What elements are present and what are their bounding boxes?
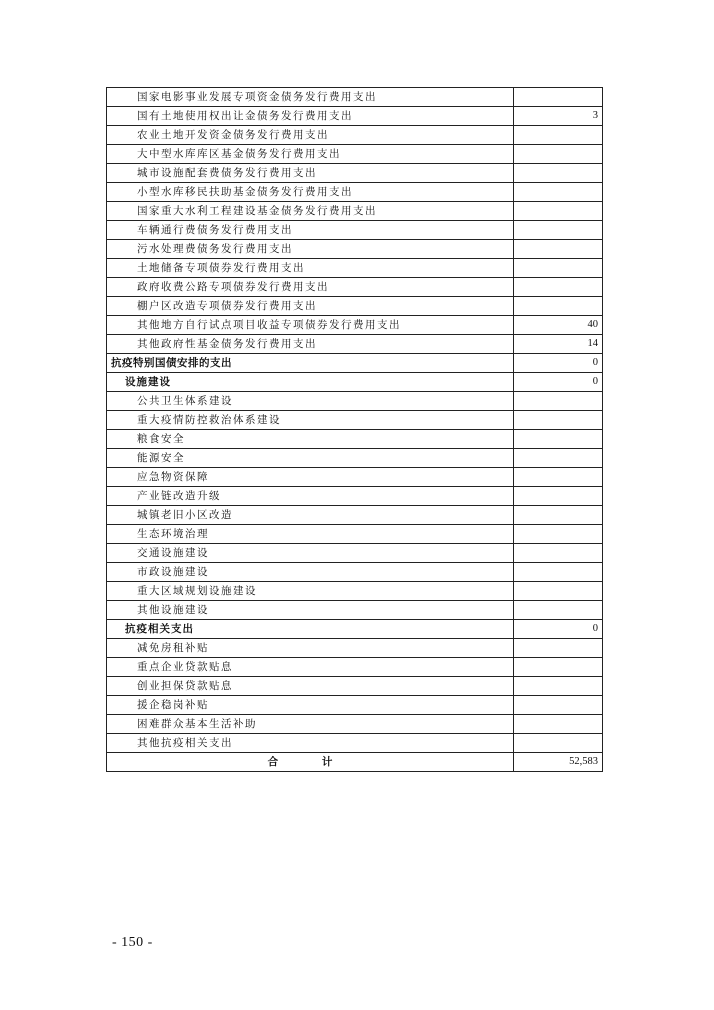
row-name: 其他抗疫相关支出 bbox=[107, 734, 514, 753]
table-row bbox=[107, 126, 603, 145]
table-row bbox=[107, 164, 603, 183]
row-value bbox=[514, 487, 603, 506]
table-row bbox=[107, 259, 603, 278]
row-name: 车辆通行费债务发行费用支出 bbox=[107, 221, 514, 240]
table-row bbox=[107, 240, 603, 259]
expenditure-table bbox=[106, 87, 603, 772]
row-name: 产业链改造升级 bbox=[107, 487, 514, 506]
table-row bbox=[107, 449, 603, 468]
row-name: 困难群众基本生活补助 bbox=[107, 715, 514, 734]
row-value bbox=[514, 392, 603, 411]
row-name: 国家电影事业发展专项资金债务发行费用支出 bbox=[107, 88, 514, 107]
table-row bbox=[107, 734, 603, 753]
table-row bbox=[107, 658, 603, 677]
row-value bbox=[514, 525, 603, 544]
table-row bbox=[107, 145, 603, 164]
page-number: - 150 - bbox=[112, 935, 153, 950]
row-value bbox=[514, 297, 603, 316]
table-row bbox=[107, 202, 603, 221]
table-row bbox=[107, 411, 603, 430]
row-name: 公共卫生体系建设 bbox=[107, 392, 514, 411]
row-value bbox=[514, 278, 603, 297]
table-row bbox=[107, 563, 603, 582]
row-name: 创业担保贷款贴息 bbox=[107, 677, 514, 696]
row-name: 城镇老旧小区改造 bbox=[107, 506, 514, 525]
row-name: 其他政府性基金债务发行费用支出 bbox=[107, 335, 514, 354]
row-value bbox=[514, 544, 603, 563]
row-name: 其他地方自行试点项目收益专项债券发行费用支出 bbox=[107, 316, 514, 335]
row-value bbox=[514, 601, 603, 620]
row-value bbox=[514, 449, 603, 468]
row-value bbox=[514, 202, 603, 221]
row-value: 0 bbox=[514, 373, 603, 392]
row-name: 减免房租补贴 bbox=[107, 639, 514, 658]
table-row bbox=[107, 278, 603, 297]
row-value bbox=[514, 658, 603, 677]
row-name: 城市设施配套费债务发行费用支出 bbox=[107, 164, 514, 183]
table-row bbox=[107, 183, 603, 202]
table-row bbox=[107, 88, 603, 107]
row-value: 40 bbox=[514, 316, 603, 335]
row-name: 棚户区改造专项债券发行费用支出 bbox=[107, 297, 514, 316]
row-value bbox=[514, 88, 603, 107]
table-row bbox=[107, 430, 603, 449]
table-row bbox=[107, 487, 603, 506]
row-name: 政府收费公路专项债券发行费用支出 bbox=[107, 278, 514, 297]
table-row bbox=[107, 601, 603, 620]
row-name: 抗疫相关支出 bbox=[107, 620, 514, 639]
row-value bbox=[514, 506, 603, 525]
row-value bbox=[514, 145, 603, 164]
row-name: 小型水库移民扶助基金债务发行费用支出 bbox=[107, 183, 514, 202]
row-name: 援企稳岗补贴 bbox=[107, 696, 514, 715]
row-name: 大中型水库库区基金债务发行费用支出 bbox=[107, 145, 514, 164]
table-row bbox=[107, 297, 603, 316]
row-value bbox=[514, 696, 603, 715]
row-name: 重大区域规划设施建设 bbox=[107, 582, 514, 601]
row-value bbox=[514, 715, 603, 734]
row-name: 重点企业贷款贴息 bbox=[107, 658, 514, 677]
table-row bbox=[107, 506, 603, 525]
total-label: 合 计 bbox=[107, 753, 514, 772]
row-value bbox=[514, 639, 603, 658]
row-value bbox=[514, 468, 603, 487]
row-name: 土地储备专项债券发行费用支出 bbox=[107, 259, 514, 278]
row-value bbox=[514, 734, 603, 753]
row-value bbox=[514, 411, 603, 430]
row-value bbox=[514, 183, 603, 202]
table-row bbox=[107, 392, 603, 411]
row-name: 抗疫特别国债安排的支出 bbox=[107, 354, 514, 373]
row-name: 能源安全 bbox=[107, 449, 514, 468]
table-row bbox=[107, 696, 603, 715]
table-row bbox=[107, 525, 603, 544]
table-row bbox=[107, 335, 603, 354]
table-row bbox=[107, 107, 603, 126]
total-row bbox=[107, 753, 603, 772]
table-row bbox=[107, 468, 603, 487]
table-row bbox=[107, 221, 603, 240]
row-value bbox=[514, 677, 603, 696]
row-value: 0 bbox=[514, 354, 603, 373]
table-row bbox=[107, 677, 603, 696]
row-name: 国家重大水利工程建设基金债务发行费用支出 bbox=[107, 202, 514, 221]
row-name: 生态环境治理 bbox=[107, 525, 514, 544]
row-name: 应急物资保障 bbox=[107, 468, 514, 487]
row-name: 农业土地开发资金债务发行费用支出 bbox=[107, 126, 514, 145]
row-value: 14 bbox=[514, 335, 603, 354]
row-name: 市政设施建设 bbox=[107, 563, 514, 582]
table-row bbox=[107, 620, 603, 639]
row-value: 3 bbox=[514, 107, 603, 126]
row-value bbox=[514, 164, 603, 183]
table-row bbox=[107, 715, 603, 734]
table-row bbox=[107, 544, 603, 563]
row-name: 设施建设 bbox=[107, 373, 514, 392]
row-name: 污水处理费债务发行费用支出 bbox=[107, 240, 514, 259]
row-value bbox=[514, 221, 603, 240]
table-row bbox=[107, 639, 603, 658]
row-name: 重大疫情防控救治体系建设 bbox=[107, 411, 514, 430]
table-row bbox=[107, 582, 603, 601]
row-name: 粮食安全 bbox=[107, 430, 514, 449]
row-name: 其他设施建设 bbox=[107, 601, 514, 620]
row-value bbox=[514, 240, 603, 259]
row-name: 国有土地使用权出让金债务发行费用支出 bbox=[107, 107, 514, 126]
row-value bbox=[514, 259, 603, 278]
table-row bbox=[107, 373, 603, 392]
table-row bbox=[107, 316, 603, 335]
row-value bbox=[514, 430, 603, 449]
row-name: 交通设施建设 bbox=[107, 544, 514, 563]
row-value bbox=[514, 563, 603, 582]
row-value: 0 bbox=[514, 620, 603, 639]
row-value bbox=[514, 126, 603, 145]
row-value bbox=[514, 582, 603, 601]
table-row bbox=[107, 354, 603, 373]
total-value: 52,583 bbox=[514, 753, 603, 772]
